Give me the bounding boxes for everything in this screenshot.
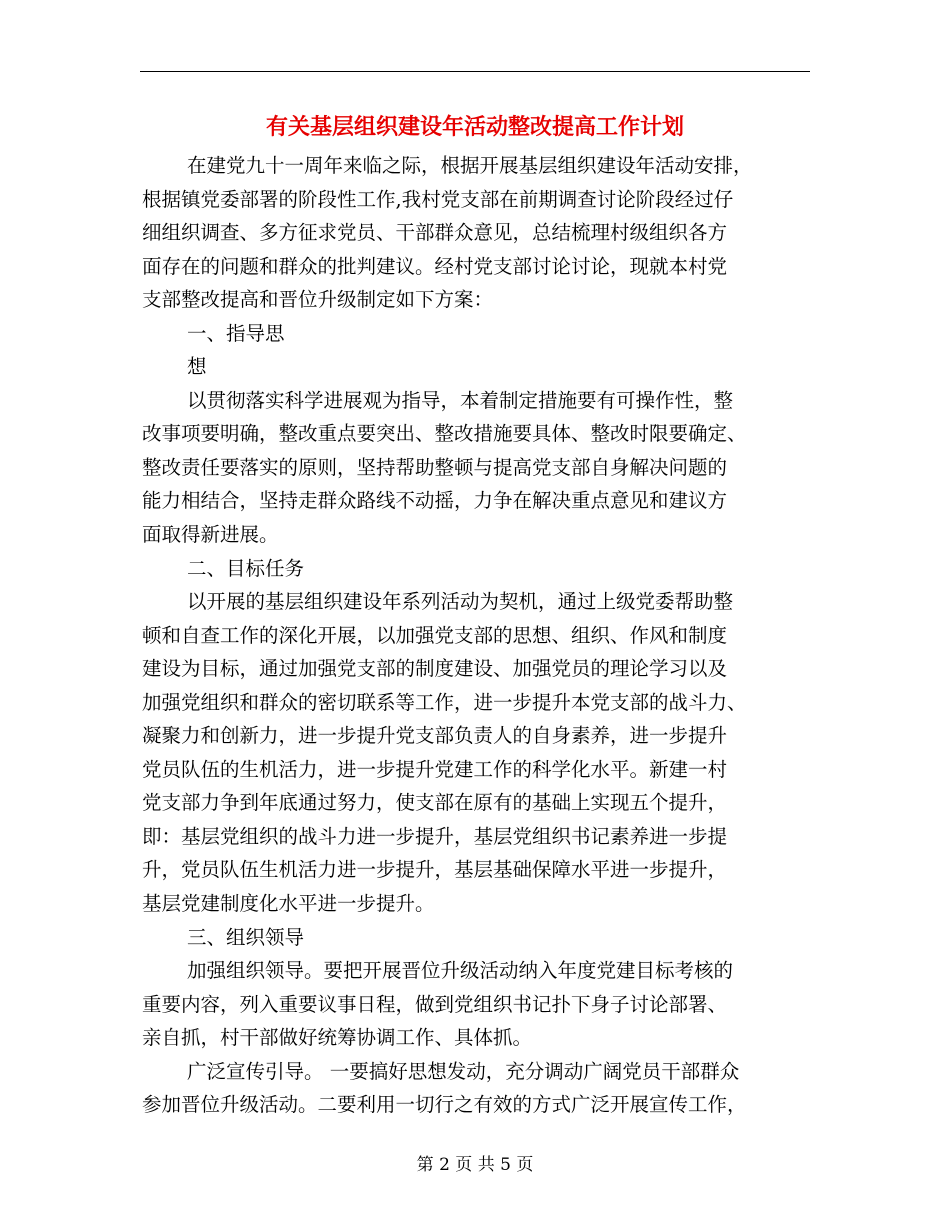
document-body [142,149,810,1122]
body-line: 顿和自查工作的深化开展，以加强党支部的思想、组织、作风和制度 [142,623,728,647]
body-line: 在建党九十一周年来临之际，根据开展基层组织建设年活动安排， [187,154,753,177]
body-line: 面取得新进展。 [142,523,279,547]
body-line: 亲自抓，村干部做好统筹协调工作、具体抓。 [142,1026,533,1050]
body-line: 三、组织领导 [187,925,305,949]
body-line: 加强组织领导。要把开展晋位升级活动纳入年度党建目标考核的 [187,959,734,983]
body-line: 重要内容，列入重要议事日程，做到党组织书记扑下身子讨论部署、 [142,992,728,1016]
page-footer: 第 2 页 共 5 页 [416,1155,534,1175]
body-line: 即：基层党组织的战斗力进一步提升，基层党组织书记素养进一步提 [142,824,728,848]
body-line: 二、目标任务 [187,556,305,580]
body-line: 党员队伍的生机活力，进一步提升党建工作的科学化水平。新建一村 [142,757,728,781]
body-line: 以开展的基层组织建设年系列活动为契机，通过上级党委帮助整 [187,590,734,614]
body-line: 想 [187,355,207,379]
body-line: 面存在的问题和群众的批判建议。经村党支部讨论讨论，现就本村党 [142,254,728,278]
body-line: 以贯彻落实科学进展观为指导，本着制定措施要有可操作性，整 [187,388,734,412]
body-line: 基层党建制度化水平进一步提升。 [142,892,435,916]
body-line: 改事项要明确，整改重点要突出、整改措施要具体、整改时限要确定、 [142,422,747,446]
body-line: 能力相结合，坚持走群众路线不动摇，力争在解决重点意见和建议方 [142,489,728,513]
body-line: 凝聚力和创新力，进一步提升党支部负责人的自身素养，进一步提升 [142,724,728,748]
body-line: 细组织调查、多方征求党员、干部群众意见，总结梳理村级组织各方 [142,221,728,245]
body-line: 党支部力争到年底通过努力，使支部在原有的基础上实现五个提升， [142,791,728,815]
body-line: 支部整改提高和晋位升级制定如下方案： [142,288,494,312]
document-title: 有关基层组织建设年活动整改提高工作计划 [265,114,684,140]
body-line: 参加晋位升级活动。二要利用一切行之有效的方式广泛开展宣传工作， [142,1093,747,1117]
body-line: 广泛宣传引导。 一要搞好思想发动，充分调动广阔党员干部群众 [187,1059,740,1083]
body-line: 根据镇党委部署的阶段性工作,我村党支部在前期调查讨论阶段经过仔 [142,187,734,211]
body-line: 升，党员队伍生机活力进一步提升，基层基础保障水平进一步提升， [142,858,728,882]
header-rule [140,71,810,72]
body-line: 整改责任要落实的原则，坚持帮助整顿与提高党支部自身解决问题的 [142,455,728,479]
body-line: 加强党组织和群众的密切联系等工作，进一步提升本党支部的战斗力、 [142,690,747,714]
body-line: 一、指导思 [187,321,285,345]
body-line: 建设为目标，通过加强党支部的制度建设、加强党员的理论学习以及 [142,657,728,681]
